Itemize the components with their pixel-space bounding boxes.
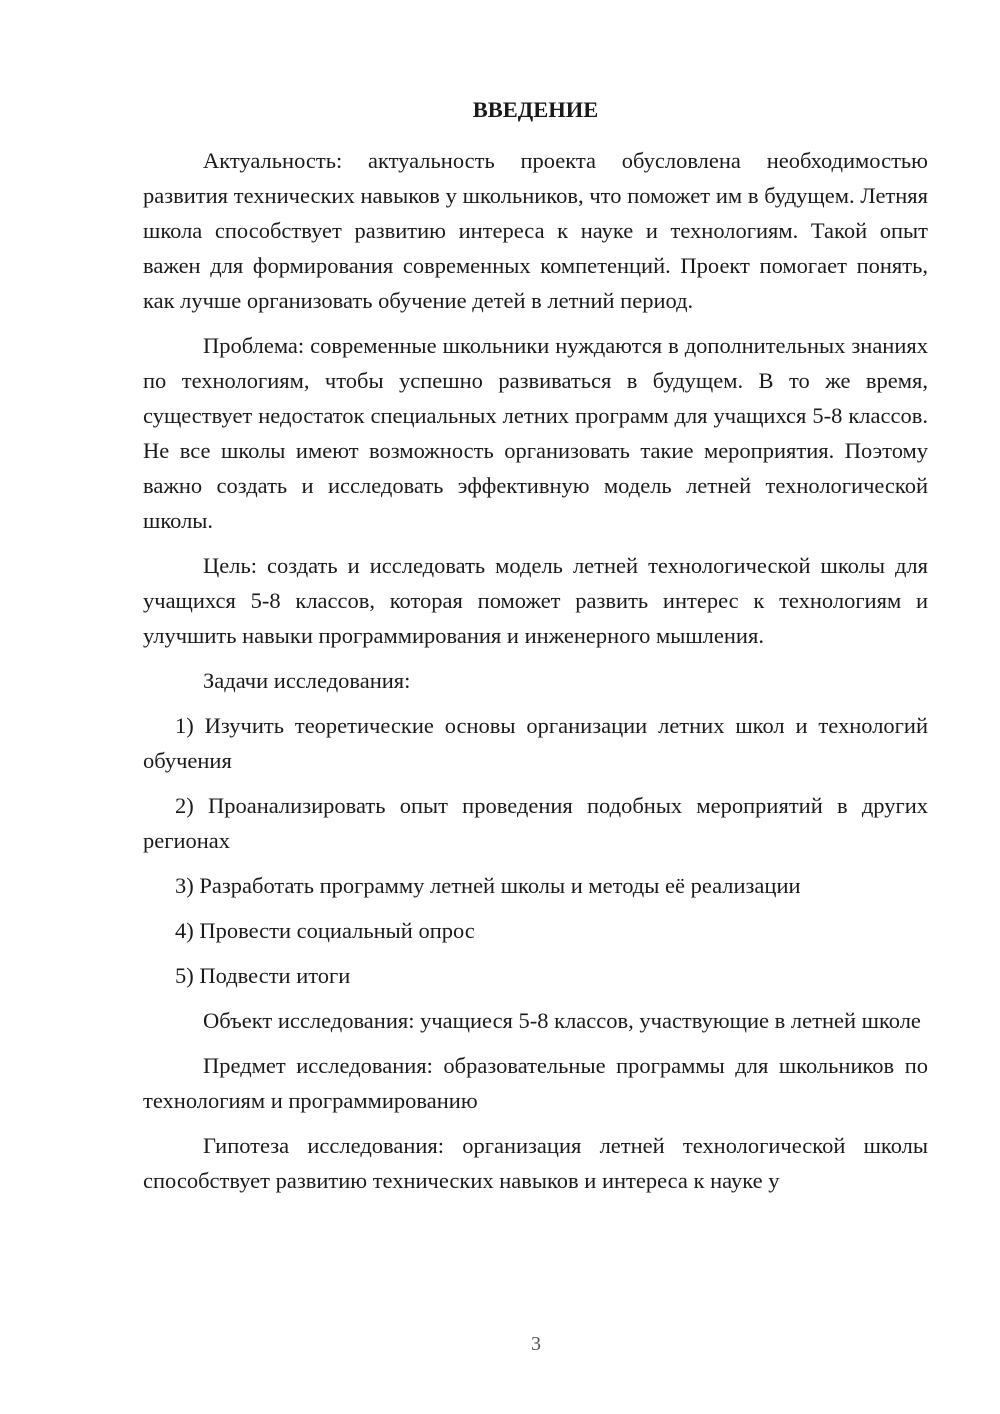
paragraph-tasks-heading: Задачи исследования: bbox=[203, 668, 411, 693]
list-item: 5) Подвести итоги bbox=[175, 963, 351, 988]
list-item: 2) Проанализировать опыт проведения подобных мероприятий в других регионах bbox=[143, 793, 928, 853]
paragraph-goal: Цель: создать и исследовать модель летней технологической школы для учащихся 5-8 классов, которая поможет развить интерес к технологиям и улучшить навыки программирования и инженерного мышления. bbox=[143, 553, 928, 648]
page-number: 3 bbox=[531, 1333, 541, 1355]
document-page bbox=[143, 92, 928, 1208]
page-title: ВВЕДЕНИЕ bbox=[472, 97, 599, 122]
list-item: 3) Разработать программу летней школы и методы её реализации bbox=[175, 873, 801, 898]
paragraph-subject: Предмет исследования: образовательные программы для школьников по технологиям и программированию bbox=[143, 1053, 928, 1113]
paragraph-relevance: Актуальность: актуальность проекта обусловлена необходимостью развития технических навыков у школьников, что поможет им в будущем. Летняя школа способствует развитию интереса к науке и технологиям. Такой опыт важен для формирования современных компетенций. Проект помогает понять, как лучше организовать обучение детей в летний период. bbox=[143, 148, 928, 313]
paragraph-problem: Проблема: современные школьники нуждаются в дополнительных знаниях по технологиям, чтобы успешно развиваться в будущем. В то же время, существует недостаток специальных летних программ для учащихся 5-8 классов. Не все школы имеют возможность организовать такие мероприятия. Поэтому важно создать и исследовать эффективную модель летней технологической школы. bbox=[143, 333, 928, 533]
list-item: 1) Изучить теоретические основы организации летних школ и технологий обучения bbox=[143, 713, 928, 773]
list-item: 4) Провести социальный опрос bbox=[175, 918, 475, 943]
paragraph-object: Объект исследования: учащиеся 5-8 классов, участвующие в летней школе bbox=[203, 1008, 921, 1033]
paragraph-hypothesis: Гипотеза исследования: организация летней технологической школы способствует развитию технических навыков и интереса к науке у bbox=[143, 1133, 928, 1193]
